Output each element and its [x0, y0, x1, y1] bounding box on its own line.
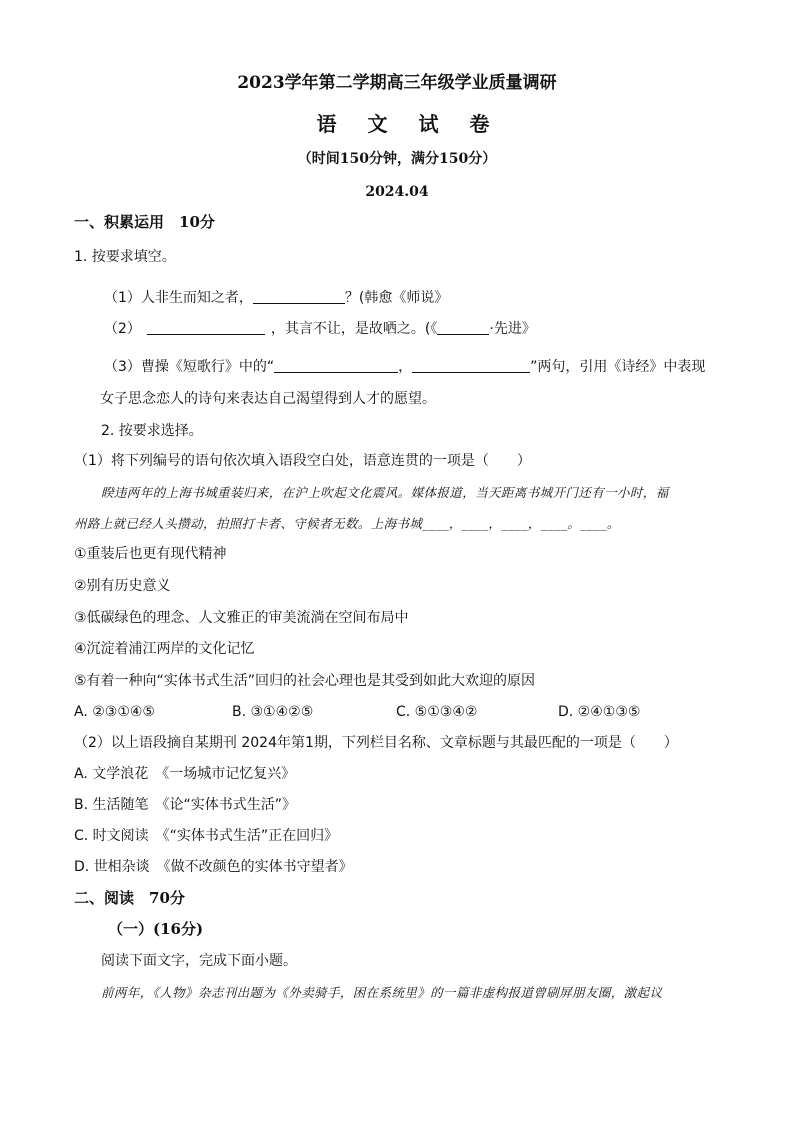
option-c: C. ⑤①③④② — [396, 704, 478, 720]
sentence-item: ①重装后也更有现代精神 — [74, 546, 227, 562]
answer-blank — [253, 289, 345, 304]
q1-item1 — [104, 289, 448, 305]
q1-item2-mid: ，其言不让，是故哂之。(《 — [270, 321, 438, 337]
answer-blank — [437, 320, 489, 335]
q1-item2-pre: （2） — [104, 321, 141, 337]
exam-date: 2024.04 — [365, 184, 429, 200]
match-option-d: D. 世相杂谈 《做不改颜色的实体书守望者》 — [74, 859, 353, 875]
match-option-b: B. 生活随笔 《论“实体书式生活”》 — [74, 797, 297, 813]
section2-heading: 二、阅读 70分 — [74, 889, 185, 907]
answer-blank — [274, 358, 398, 373]
q1-item1-post: ？(韩愈《师说》 — [344, 290, 449, 306]
answer-blank — [147, 320, 265, 335]
reading-instruction: 阅读下面文字，完成下面小题。 — [101, 953, 297, 969]
option-b: B. ③①④②⑤ — [232, 704, 314, 720]
sentence-item: ⑤有着一种向“实体书式生活”回归的社会心理也是其受到如此大欢迎的原因 — [74, 673, 536, 689]
q1-prompt: 1. 按要求填空。 — [74, 249, 176, 265]
q2-prompt: 2. 按要求选择。 — [101, 423, 203, 439]
section1-heading: 一、积累运用 10分 — [74, 213, 215, 231]
answer-blank — [412, 358, 530, 373]
q1-item1-pre: （1）人非生而知之者， — [104, 290, 253, 306]
q1-item2-post: ·先进》 — [489, 321, 536, 337]
q1-item3-line2: 女子思念恋人的诗句来表达自己渴望得到人才的愿望。 — [100, 391, 436, 407]
q1-item3 — [104, 358, 705, 374]
option-a: A. ②③①④⑤ — [74, 704, 155, 720]
match-option-a: A. 文学浪花 《一场城市记忆复兴》 — [74, 766, 296, 782]
q1-item3-pre: （3）曹操《短歌行》中的“ — [104, 359, 275, 375]
sentence-item: ③低碳绿色的理念、人文雅正的审美流淌在空间布局中 — [74, 610, 409, 626]
exam-title: 2023学年第二学期高三年级学业质量调研 — [237, 73, 557, 93]
match-option-c: C. 时文阅读 《“实体书式生活”正在回归》 — [74, 828, 339, 844]
sentence-item: ②别有历史意义 — [74, 578, 171, 594]
q2-sub1: （1）将下列编号的语句依次填入语段空白处，语意连贯的一项是（ ） — [74, 453, 531, 469]
subject-title: 语 文 试 卷 — [316, 112, 502, 136]
q2-sub2: （2）以上语段摘自某期刊 2024年第1期，下列栏目名称、文章标题与其最匹配的一项是（ ） — [74, 735, 678, 751]
q1-item3-sep: ， — [398, 359, 413, 375]
sentence-item: ④沉淀着浦江两岸的文化记忆 — [74, 641, 255, 657]
q1-item2 — [104, 320, 536, 336]
passage-line: 睽违两年的上海书城重装归来，在沪上吹起文化震风。媒体报道，当天距离书城开门还有一小时，福 — [101, 485, 669, 500]
time-info: （时间150分钟，满分150分） — [297, 151, 497, 167]
passage-line: 州路上就已经人头攒动，拍照打卡者、守候者无数。上海书城____，____，____，____。____。 — [74, 516, 620, 531]
passage-line: 前两年，《人物》杂志刊出题为《外卖骑手，困在系统里》的一篇非虚构报道曾刷屏朋友圈，激起议 — [101, 985, 663, 1000]
q1-item3-post: ”两句，引用《诗经》中表现 — [530, 359, 706, 375]
option-d: D. ②④①③⑤ — [558, 704, 641, 720]
reading-part1-heading: （一）(16分) — [108, 920, 204, 938]
